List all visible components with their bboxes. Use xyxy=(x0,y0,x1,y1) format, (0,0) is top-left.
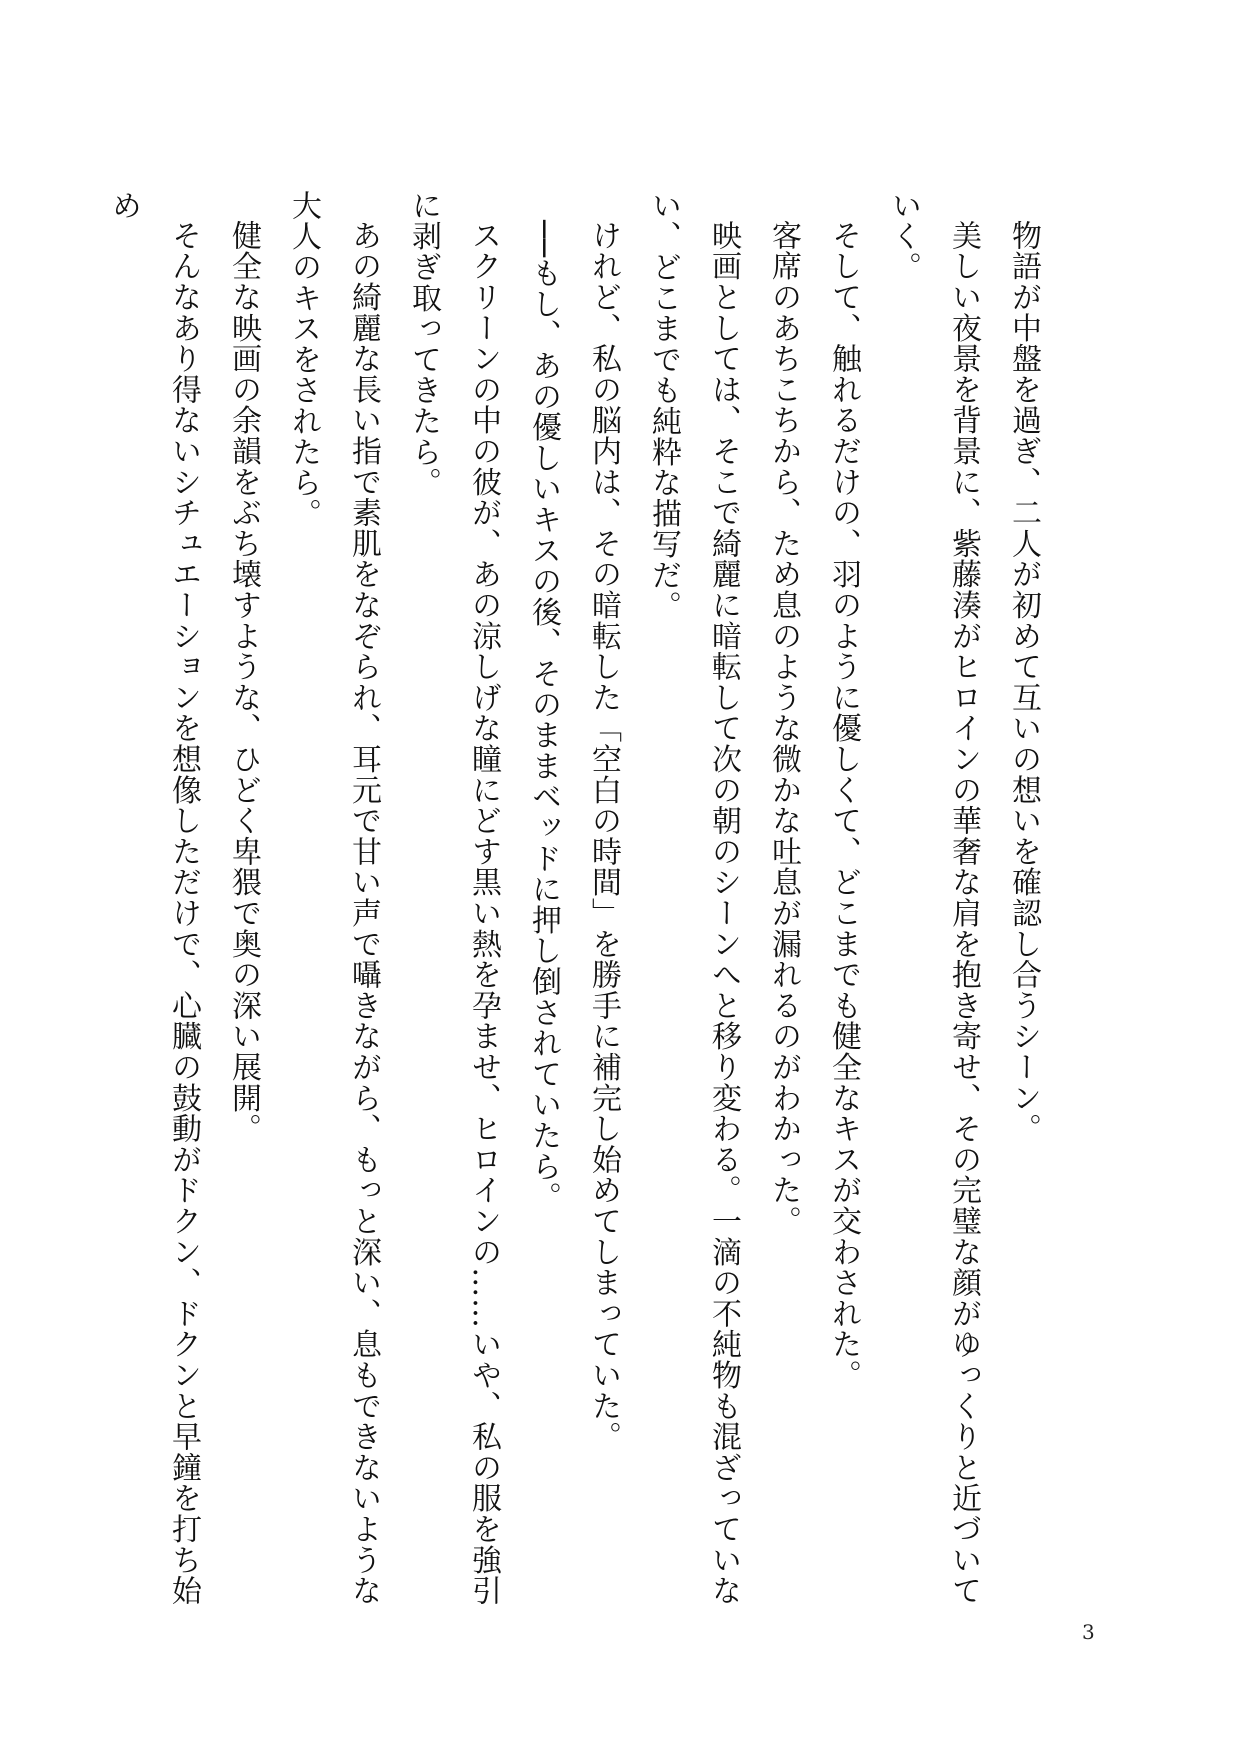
paragraph: ──もし、あの優しいキスの後、そのままベッドに押し倒されていたら。 xyxy=(526,220,561,1213)
page-number: 3 xyxy=(1082,1620,1095,1644)
paragraph: けれど、私の脳内は、その暗転した「空白の時間」を勝手に補完し始めてしまっていた。 xyxy=(586,220,621,1452)
paragraph: スクリーンの中の彼が、あの涼しげな瞳にどす黒い熱を孕ませ、ヒロインの……いや、私の服を強引に剥ぎ取ってきたら。 xyxy=(406,190,501,1606)
paragraph: そんなあり得ないシチュエーションを想像しただけで、心臓の鼓動がドクン、ドクンと早鐘を打ち始め xyxy=(106,190,201,1606)
paragraph: あの綺麗な長い指で素肌をなぞられ、耳元で甘い声で囁きながら、もっと深い、息もできないような大人のキスをされたら。 xyxy=(286,190,381,1606)
paragraph: 美しい夜景を背景に、紫藤湊がヒロインの華奢な肩を抱き寄せ、その完璧な顔がゆっくりと近づいていく。 xyxy=(886,190,981,1606)
paragraph: 物語が中盤を過ぎ、二人が初めて互いの想いを確認し合うシーン。 xyxy=(1006,220,1041,1144)
vertical-body-text xyxy=(106,190,1053,1610)
paragraph: 健全な映画の余韻をぶち壊すような、ひどく卑猥で奥の深い展開。 xyxy=(226,220,261,1144)
paragraph: そして、触れるだけの、羽のように優しくて、どこまでも健全なキスが交わされた。 xyxy=(826,220,861,1391)
paragraph: 客席のあちこちから、ため息のような微かな吐息が漏れるのがわかった。 xyxy=(766,220,801,1237)
paragraph: 映画としては、そこで綺麗に暗転して次の朝のシーンへと移り変わる。一滴の不純物も混ざっていない、どこまでも純粋な描写だ。 xyxy=(646,190,741,1606)
